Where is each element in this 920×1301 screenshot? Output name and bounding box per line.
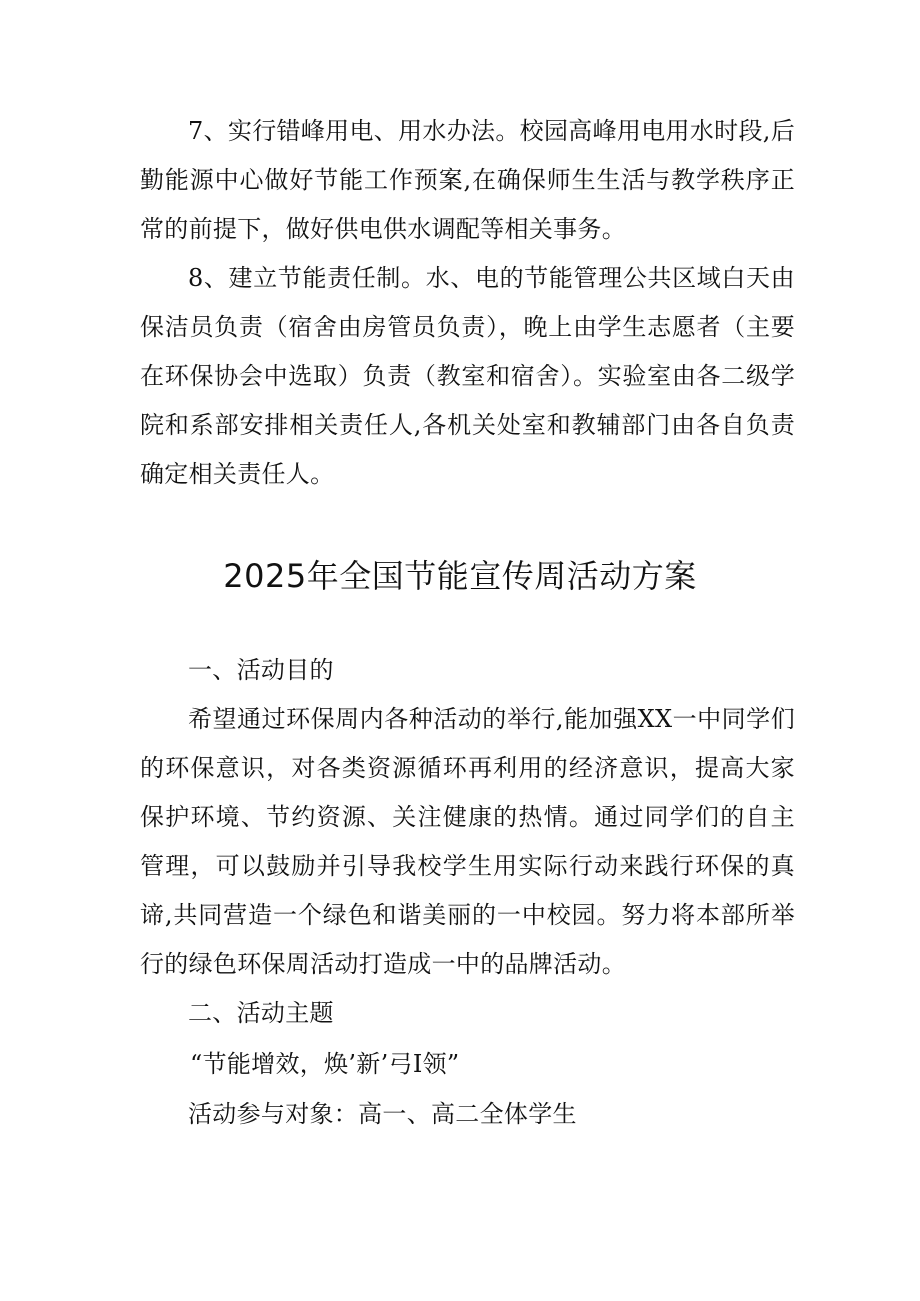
participants-line: 活动参与对象：高一、高二全体学生 [188,1100,577,1128]
document-title: 2025年全国节能宣传周活动方案 [223,557,697,595]
theme-quote: “节能增效，焕’新’弓I领” [190,1050,460,1078]
section-heading-theme: 二、活动主题 [188,999,334,1027]
paragraph-purpose-body: 希望通过环保周内各种活动的举行,能加强XX一中同学们的环保意识，对各类资源循环再利用的经济意识，提高大家保护环境、节约资源、关注健康的热情。通过同学们的自主管理，可以鼓励并引导我校学生用实际行动来践行环保的真谛,共同营造一个绿色和谐美丽的一中校园。努力将本部所举行的绿色环保周活动打造成一中的品牌活动。 [140,705,795,978]
paragraph-off-peak-usage: 7、实行错峰用电、用水办法。校园高峰用电用水时段,后勤能源中心做好节能工作预案,在确保师生生活与教学秩序正常的前提下，做好供电供水调配等相关事务。 [140,117,795,243]
paragraph-responsibility-system: 8、建立节能责任制。水、电的节能管理公共区域白天由保洁员负责（宿舍由房管员负责），晚上由学生志愿者（主要在环保协会中选取）负责（教室和宿舍）。实验室由各二级学院和系部安排相关责任人,各机关处室和教辅部门由各自负责确定相关责任人。 [140,264,795,488]
section-heading-purpose: 一、活动目的 [188,656,334,684]
